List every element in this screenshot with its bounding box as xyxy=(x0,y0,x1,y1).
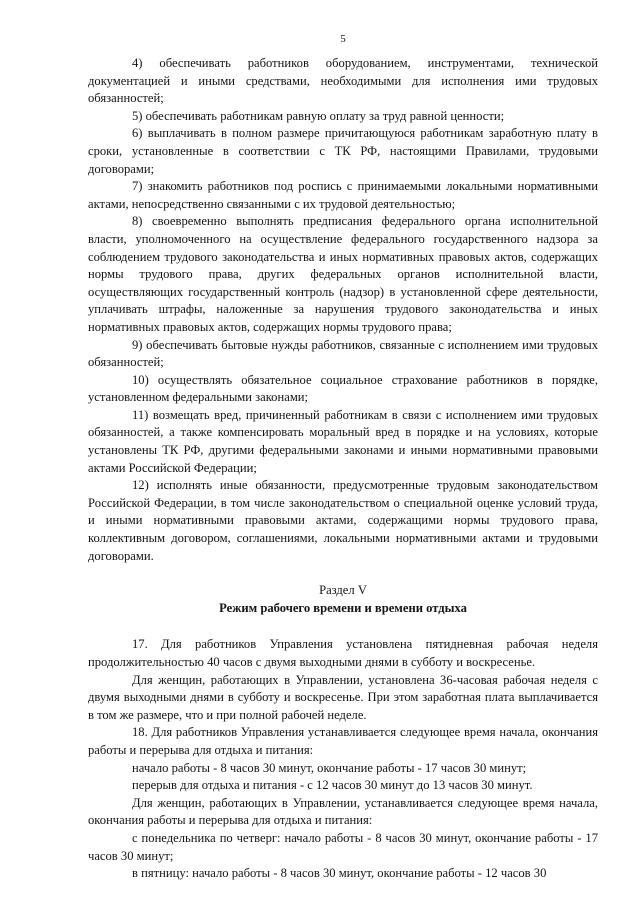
duty-item-4: 4) обеспечивать работников оборудованием, инструментами, технической документацией и иными средствами, необходимыми для исполнения ими трудовых обязанностей; xyxy=(88,56,598,106)
document-page xyxy=(88,32,598,883)
section-label: Раздел V xyxy=(319,583,367,598)
clause-18: 18. Для работников Управления устанавливается следующее время начала, окончания работы и перерыва для отдыха и питания: xyxy=(88,725,598,757)
clause-18-women: Для женщин, работающих в Управлении, устанавливается следующее время начала, окончания работы и перерыва для отдыха и питания: xyxy=(88,795,598,828)
duty-item-10: 10) осуществлять обязательное социальное страхование работников в порядке, установленном федеральными законами; xyxy=(88,372,598,405)
duty-item-5: 5) обеспечивать работникам равную оплату за труд равной ценности; xyxy=(132,108,505,123)
schedule-break: перерыв для отдыха и питания - с 12 часов 30 минут до 13 часов 30 минут. xyxy=(132,778,533,793)
schedule-start-end: начало работы - 8 часов 30 минут, окончание работы - 17 часов 30 минут; xyxy=(132,760,527,775)
page-number: 5 xyxy=(340,33,346,45)
duty-item-6: 6) выплачивать в полном размере причитающуюся работникам заработную плату в сроки, установленные в соответствии с ТК РФ, настоящими Правилами, трудовыми договорами; xyxy=(88,126,598,176)
duty-item-9: 9) обеспечивать бытовые нужды работников, связанные с исполнением ими трудовых обязанностей; xyxy=(88,337,598,370)
section-title: Режим рабочего времени и времени отдыха xyxy=(219,600,467,615)
duty-item-8: 8) своевременно выполнять предписания федерального органа исполнительной власти, уполномоченного на осуществление федерального государственного надзора за соблюдением трудового законодательства и иных нормативных правовых актов, содержащих нормы трудового права, других федеральных органов исполнительной власти, осуществляющих государственный контроль (надзор) в установленной сфере деятельности, уплачивать штрафы, наложенные за нарушения трудового законодательства и иных нормативных правовых актов, содержащих нормы трудового права; xyxy=(88,214,598,334)
clause-17: 17. Для работников Управления установлена пятидневная рабочая неделя продолжительностью 40 часов с двумя выходными днями в субботу и воскресенье. xyxy=(88,637,598,669)
schedule-mon-thu: с понедельника по четверг: начало работы - 8 часов 30 минут, окончание работы - 17 часов 30 минут; xyxy=(88,830,598,863)
duty-item-7: 7) знакомить работников под роспись с принимаемыми локальными нормативными актами, непосредственно связанными с их трудовой деятельностью; xyxy=(88,179,598,211)
clause-17-women: Для женщин, работающих в Управлении, установлена 36-часовая рабочая неделя с двумя выходными днями в субботу и воскресенье. При этом заработная плата выплачивается в том же размере, что и при полной рабочей неделе. xyxy=(88,672,598,722)
duty-item-12: 12) исполнять иные обязанности, предусмотренные трудовым законодательством Российской Федерации, в том числе законодательством о специальной оценке условий труда, и иными нормативными правовыми актами, содержащими нормы трудового права, коллективным договором, соглашениями, локальными нормативными актами и трудовыми договорами. xyxy=(88,478,598,563)
employer-duties-list xyxy=(88,55,598,565)
working-time-rules xyxy=(88,636,598,882)
schedule-friday: в пятницу: начало работы - 8 часов 30 минут, окончание работы - 12 часов 30 xyxy=(132,866,547,881)
duty-item-11: 11) возмещать вред, причиненный работникам в связи с исполнением ими трудовых обязанностей, а также компенсировать моральный вред в порядке и на условиях, которые установлены ТК РФ, другими федеральными законами и иными нормативными правовыми актами Российской Федерации; xyxy=(88,407,598,475)
